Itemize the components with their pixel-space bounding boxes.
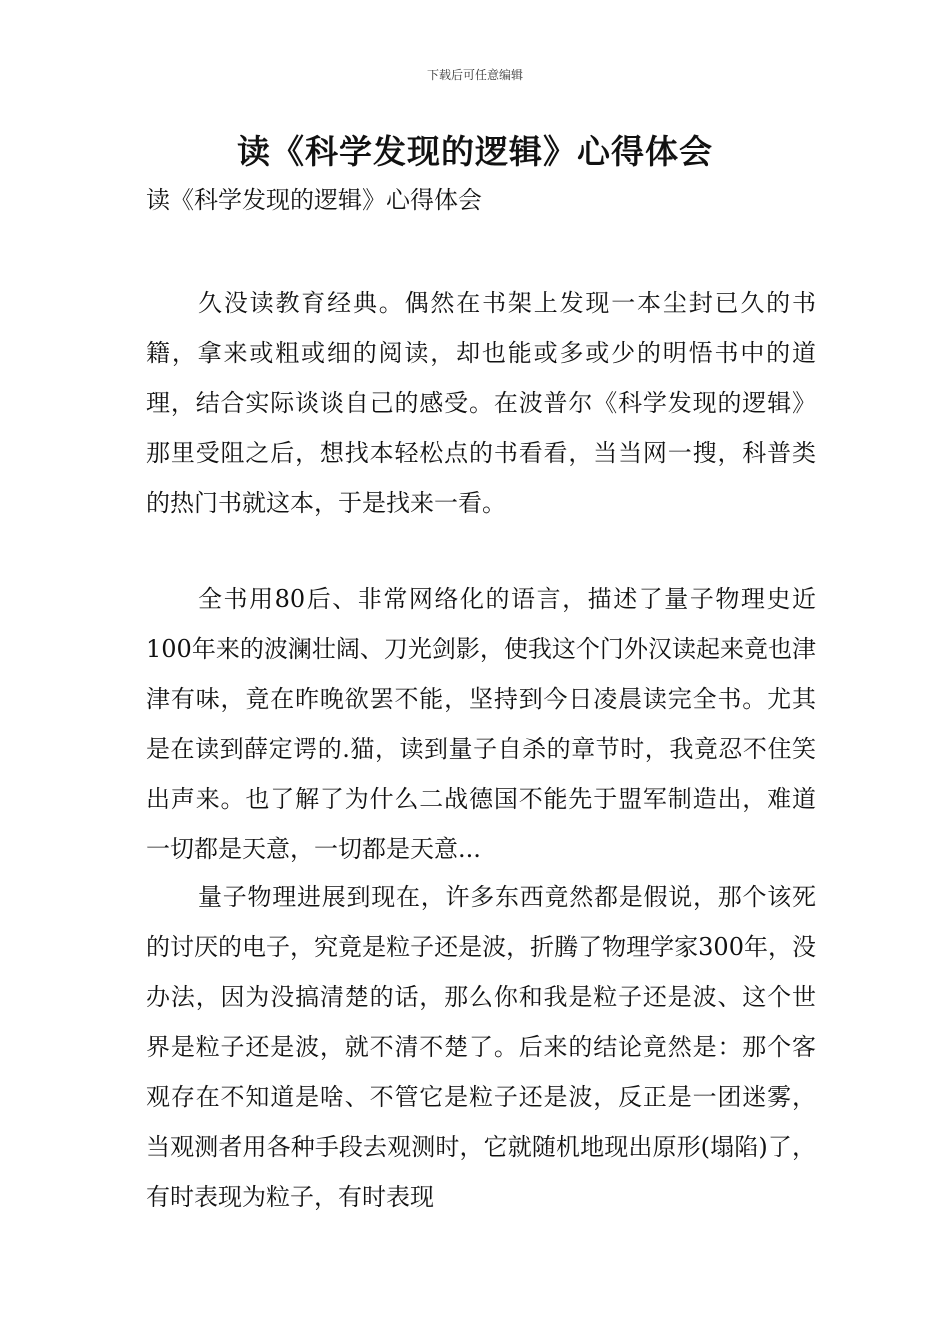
- page-header: 下载后可任意编辑: [426, 68, 523, 82]
- body-paragraph: 全书用80后、非常网络化的语言，描述了量子物理史近100年来的波澜壮阔、刀光剑影，使我这个门外汉读起来竟也津津有味，竟在昨晚欲罢不能，坚持到今日凌晨读完全书。尤其是在读到薛定谔的.猫，读到量子自杀的章节时，我竟忍不住笑出声来。也了解了为什么二战德国不能先于盟军制造出，难道一切都是天意，一切都是天意...: [146, 585, 816, 863]
- document-title: 读《科学发现的逻辑》心得体会: [237, 132, 713, 171]
- body-paragraph: 量子物理进展到现在，许多东西竟然都是假说，那个该死的讨厌的电子，究竟是粒子还是波，折腾了物理学家300年，没办法，因为没搞清楚的话，那么你和我是粒子还是波、这个世界是粒子还是波，就不清不楚了。后来的结论竟然是：那个客观存在不知道是啥、不管它是粒子还是波，反正是一团迷雾，当观测者用各种手段去观测时，它就随机地现出原形(塌陷)了，有时表现为粒子，有时表现: [146, 883, 816, 1211]
- document-subtitle: 读《科学发现的逻辑》心得体会: [146, 186, 482, 214]
- body-paragraph: 久没读教育经典。偶然在书架上发现一本尘封已久的书籍，拿来或粗或细的阅读，却也能或多或少的明悟书中的道理，结合实际谈谈自己的感受。在波普尔《科学发现的逻辑》那里受阻之后，想找本轻松点的书看看，当当网一搜，科普类的热门书就这本，于是找来一看。: [146, 289, 816, 517]
